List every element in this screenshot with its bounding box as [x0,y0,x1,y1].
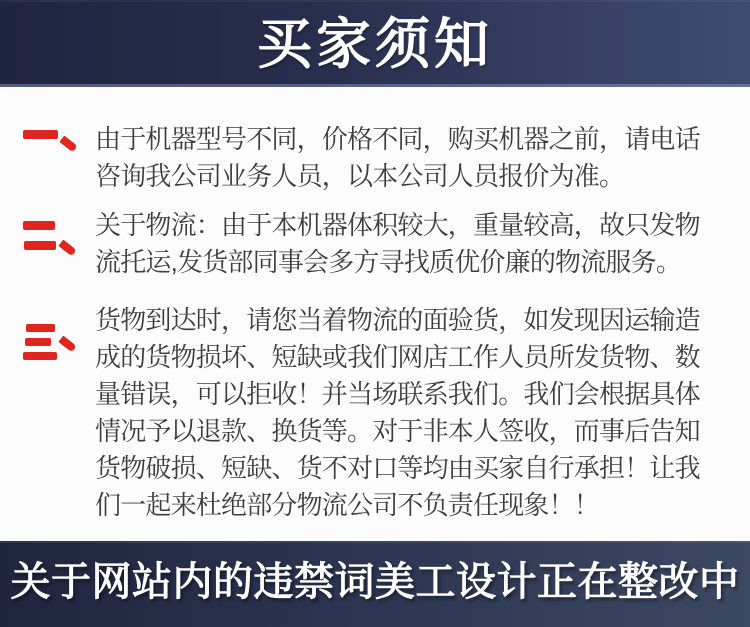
page-title: 买家须知 [256,13,493,75]
numeral-stroke [25,338,51,346]
notice-text: 货物到达时，请您当着物流的面验货，如发现因运输造成的货物损坏、短缺或我们网店工作人员所发货物、数量错误，可以拒收！并当场联系我们。我们会根据具体情况予以退款、换货等。对于非本人签收，而事后告知货物破损、短缺、货不对口等均由买家自行承担！让我们一起来杜绝部分物流公司不负责任现象！！ [95,305,700,520]
notice-index-label [23,207,24,208]
header-banner [0,0,750,87]
numeral-stroke [23,352,57,360]
notice-item-1 [23,121,722,195]
notice-body [0,87,750,541]
numeral-stroke [24,241,56,250]
red-numeral-three-icon [23,302,95,366]
notice-text: 关于物流：由于本机器体积较大，重量较高，故只发物流托运,发货部同事会多方寻找质优价廉的物流服务。 [95,210,700,277]
notice-index-label [23,121,24,122]
numeral-stroke [26,324,55,332]
red-numeral-one-icon [23,121,95,185]
numeral-comma-stroke [58,336,76,353]
notice-text: 由于机器型号不同，价格不同，购买机器之前，请电话咨询我公司业务人员，以本公司人员报价为准。 [95,124,700,191]
numeral-comma-stroke [58,240,76,257]
notice-item-2 [23,207,722,281]
notice-index-label [23,302,24,303]
numeral-comma-stroke [59,136,77,153]
numeral-stroke [23,130,58,139]
numeral-stroke [23,221,55,230]
red-numeral-two-icon [23,207,95,271]
footer-banner [0,541,750,627]
notice-item-3 [23,302,722,524]
footer-notice-text: 关于网站内的违禁词美工设计正在整改中 [10,560,740,604]
